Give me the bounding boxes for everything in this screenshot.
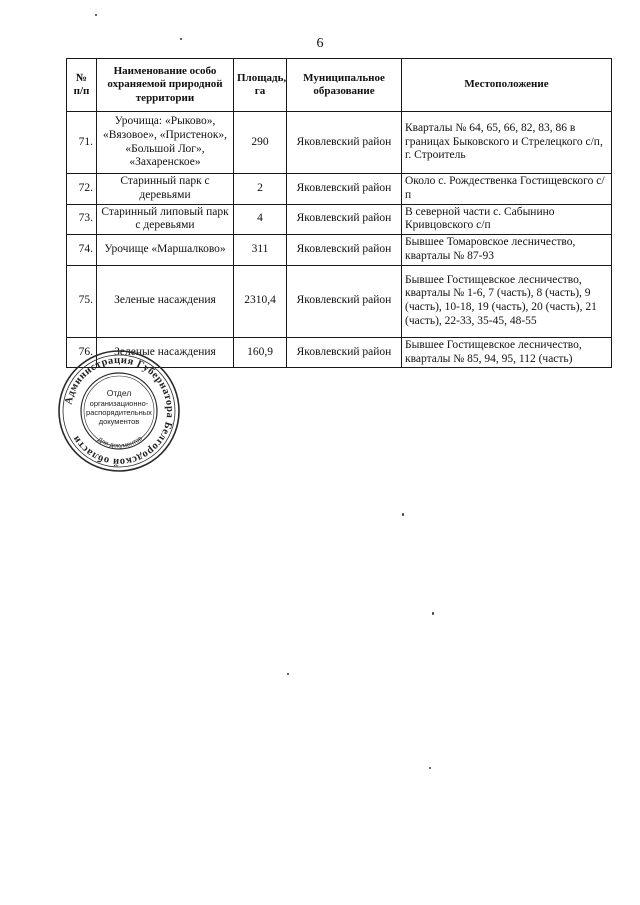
header-location: Местоположение bbox=[402, 59, 612, 112]
scan-speck bbox=[95, 14, 97, 16]
row-name: Урочища: «Рыково», «Вязовое», «Пристенок», «Большой Лог», «Захаренское» bbox=[97, 112, 234, 174]
scan-speck bbox=[402, 513, 404, 516]
row-location: В северной части с. Сабынино Кривцовского с/п bbox=[402, 204, 612, 235]
row-num: 74. bbox=[67, 235, 97, 266]
seal-bottom-text: Для документов bbox=[96, 435, 144, 450]
seal-ring-text: Администрация Губернатора Белгородской области bbox=[63, 354, 176, 468]
official-seal bbox=[56, 348, 182, 474]
seal-inner-line: организационно- bbox=[89, 399, 149, 408]
header-name: Наименование особо охраняемой природной территории bbox=[97, 59, 234, 112]
table-row bbox=[67, 265, 612, 337]
header-num: № п/п bbox=[67, 59, 97, 112]
seal-inner-line: распорядительных bbox=[86, 408, 152, 417]
row-municipality: Яковлевский район bbox=[287, 235, 402, 266]
page-number: 6 bbox=[316, 36, 324, 51]
row-name: Зеленые насаждения bbox=[97, 337, 234, 368]
table-row bbox=[67, 174, 612, 205]
scan-speck bbox=[287, 673, 289, 675]
row-num: 75. bbox=[67, 265, 97, 337]
row-name: Зеленые насаждения bbox=[97, 265, 234, 337]
row-municipality: Яковлевский район bbox=[287, 112, 402, 174]
scan-speck bbox=[180, 38, 182, 40]
row-name: Урочище «Маршалково» bbox=[97, 235, 234, 266]
row-area: 160,9 bbox=[234, 337, 287, 368]
scan-speck bbox=[429, 767, 431, 769]
seal-inner-line: документов bbox=[98, 417, 140, 426]
seal-inner-line: Отдел bbox=[106, 388, 132, 398]
row-area: 290 bbox=[234, 112, 287, 174]
row-location: Кварталы № 64, 65, 66, 82, 83, 86 в границах Быковского и Стрелецкого с/п, г. Строитель bbox=[402, 112, 612, 174]
row-municipality: Яковлевский район bbox=[287, 204, 402, 235]
table-row bbox=[67, 235, 612, 266]
row-num: 73. bbox=[67, 204, 97, 235]
row-num: 72. bbox=[67, 174, 97, 205]
row-location: Бывшее Томаровское лесничество, кварталы № 87-93 bbox=[402, 235, 612, 266]
header-area: Площадь, га bbox=[234, 59, 287, 112]
table-row bbox=[67, 204, 612, 235]
row-area: 2310,4 bbox=[234, 265, 287, 337]
row-area: 4 bbox=[234, 204, 287, 235]
row-name: Старинный парк с деревьями bbox=[97, 174, 234, 205]
header-municipality: Муниципальное образование bbox=[287, 59, 402, 112]
row-municipality: Яковлевский район bbox=[287, 174, 402, 205]
row-municipality: Яковлевский район bbox=[287, 265, 402, 337]
table-header-row bbox=[67, 59, 612, 112]
row-location: Бывшее Гостищевское лесничество, кварталы № 85, 94, 95, 112 (часть) bbox=[402, 337, 612, 368]
row-location: Бывшее Гостищевское лесничество, кварталы № 1-6, 7 (часть), 8 (часть), 9 (часть), 10-18, 19 (часть), 20 (часть), 21 (часть), 22-33, 35-45, 48-55 bbox=[402, 265, 612, 337]
row-num: 71. bbox=[67, 112, 97, 174]
protected-areas-table bbox=[66, 58, 612, 368]
row-municipality: Яковлевский район bbox=[287, 337, 402, 368]
row-num: 76. bbox=[67, 337, 97, 368]
scan-speck bbox=[432, 612, 434, 615]
row-name: Старинный липовый парк с деревьями bbox=[97, 204, 234, 235]
row-area: 311 bbox=[234, 235, 287, 266]
row-location: Около с. Рождественка Гостищевского с/п bbox=[402, 174, 612, 205]
row-area: 2 bbox=[234, 174, 287, 205]
table-row bbox=[67, 112, 612, 174]
